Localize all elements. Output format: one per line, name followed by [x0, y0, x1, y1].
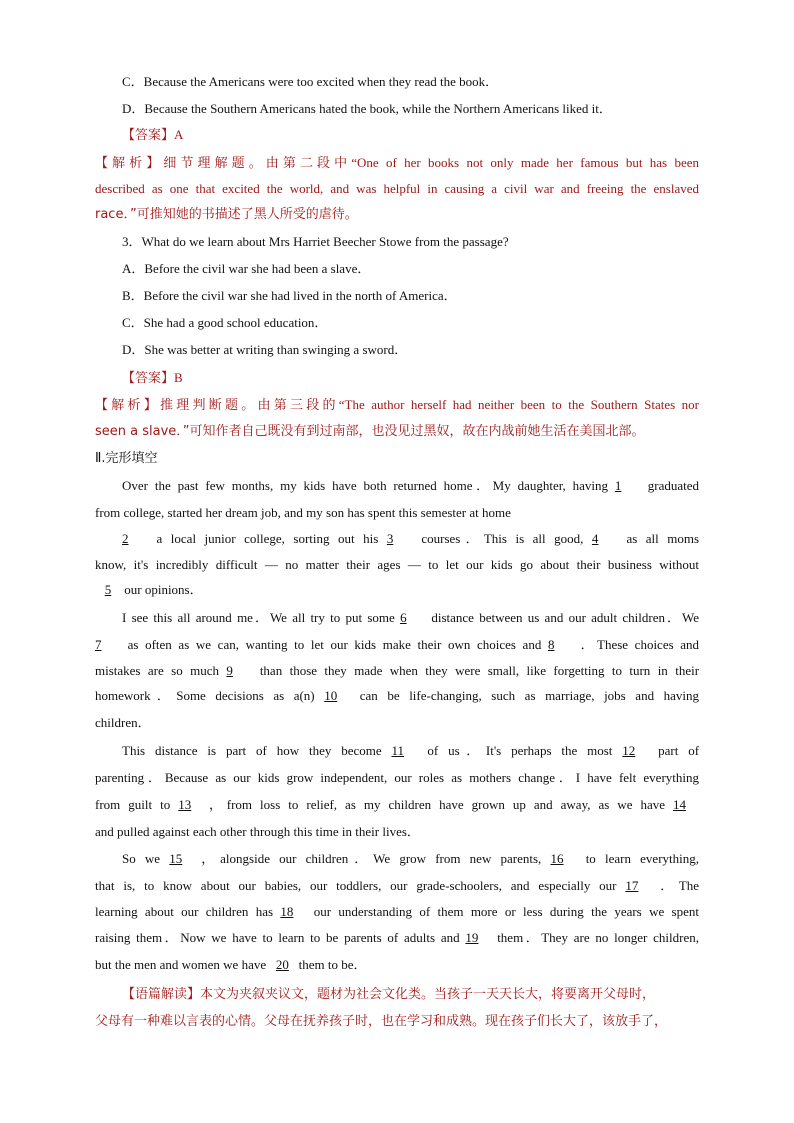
text: graduated — [647, 478, 700, 493]
passage-p4-line-3 — [95, 903, 699, 921]
text: to learn everything, — [585, 851, 699, 866]
passage-p4-line-2 — [95, 877, 699, 895]
reading-tag: 【语篇解读】 — [122, 987, 201, 1002]
text: them to be． — [298, 957, 367, 972]
blank-11: 11 — [391, 743, 405, 758]
text: homework．Some decisions as a(n) — [95, 688, 315, 703]
passage-p1-line-5 — [95, 581, 203, 599]
passage-p3-line-3 — [95, 796, 699, 814]
text: ，from loss to relief, as my children have grown up and away, as we have — [204, 797, 666, 812]
text: courses．This is all good, — [421, 531, 584, 546]
blank-5: 5 — [104, 582, 112, 597]
passage-p3-line-1 — [122, 742, 699, 760]
blank-2: 2 — [122, 531, 129, 546]
answer-tag: 【答案】 — [122, 371, 175, 386]
q2-option-c: C．Because the Americans were too excited when they read the book． — [122, 74, 499, 89]
q3-option-d: D．She was better at writing than swinging a sword． — [122, 342, 408, 357]
text: than those they made when they were small, like forgetting to turn in their — [259, 663, 700, 678]
passage-p4-line-4 — [95, 929, 699, 947]
text: them．They are no longer children, — [497, 930, 699, 945]
passage-p2-line-5: children． — [95, 715, 151, 730]
blank-15: 15 — [169, 851, 183, 866]
passage-p2-line-1 — [122, 609, 699, 627]
passage-p1-line-1 — [122, 477, 699, 495]
answer-tag: 【答案】 — [122, 128, 175, 143]
blank-10: 10 — [324, 688, 338, 703]
text: distance between us and our adult children．We — [431, 610, 700, 625]
text: but the men and women we have — [95, 957, 267, 972]
text: I see this all around me．We all try to put some — [122, 610, 395, 625]
text: ．The — [660, 878, 700, 893]
q2-option-d: D．Because the Southern Americans hated the book, while the Northern Americans liked it． — [122, 101, 612, 116]
text: as often as we can, wanting to let our kids make their own choices and — [127, 637, 542, 652]
text: our understanding of them more or less during the years we spent — [313, 904, 699, 919]
text: can be life-changing, such as marriage, jobs and having — [359, 688, 700, 703]
passage-p2-line-2 — [95, 636, 699, 654]
blank-20: 20 — [275, 957, 289, 972]
blank-7: 7 — [95, 637, 102, 652]
section-title: Ⅱ.完形填空 — [95, 451, 158, 466]
text: our opinions． — [124, 582, 203, 597]
text: raising them．Now we have to learn to be parents of adults and — [95, 930, 460, 945]
passage-p3-line-4: and pulled against each other through this time in their lives． — [95, 824, 420, 839]
text: ．These choices and — [580, 637, 700, 652]
text: that is, to know about our babies, our toddlers, our grade-schoolers, and especially our — [95, 878, 617, 893]
reading-text: 本文为夹叙夹议文，题材为社会文化类。当孩子一天天长大，将要离开父母时， — [200, 987, 656, 1002]
q3-stem: 3．What do we learn about Mrs Harriet Beecher Stowe from the passage? — [122, 234, 509, 249]
reading-analysis-line-2: 父母有一种难以言表的心情。父母在抚养孩子时，也在学习和成熟。现在孩子们长大了，该放手了， — [95, 1014, 668, 1029]
q2-answer — [122, 126, 183, 145]
q3-option-b: B．Before the civil war she had lived in the north of America． — [122, 288, 457, 303]
text: as all moms — [626, 531, 700, 546]
passage-p2-line-3 — [95, 662, 699, 680]
analysis-tag: 【解析】 — [95, 156, 164, 171]
analysis-tag: 【解析】 — [95, 398, 160, 413]
text: learning about our children has — [95, 904, 274, 919]
q3-option-c: C．She had a good school education． — [122, 315, 328, 330]
blank-16: 16 — [550, 851, 564, 866]
text: So we — [122, 851, 161, 866]
q3-analysis-line-1 — [95, 396, 699, 415]
text: part of — [658, 743, 700, 758]
blank-18: 18 — [280, 904, 294, 919]
blank-4: 4 — [591, 531, 599, 546]
blank-12: 12 — [622, 743, 636, 758]
passage-p4-line-1 — [122, 850, 699, 868]
passage-p1-line-2: from college, started her dream job, and my son has spent this semester at home — [95, 505, 511, 520]
passage-p2-line-4 — [95, 687, 699, 705]
text: Over the past few months, my kids have both returned home．My daughter, having — [122, 478, 609, 493]
analysis-text: 推理判断题。由第三段的“The author herself had neither been to the Southern States nor — [160, 397, 699, 412]
blank-6: 6 — [400, 610, 407, 625]
text: mistakes are so much — [95, 663, 219, 678]
q3-answer — [122, 369, 183, 388]
blank-3: 3 — [386, 531, 394, 546]
q3-option-a: A．Before the civil war she had been a slave． — [122, 261, 371, 276]
passage-p4-line-5 — [95, 956, 367, 974]
text: ，alongside our children．We grow from new parents, — [195, 851, 542, 866]
text: from guilt to — [95, 797, 171, 812]
blank-9: 9 — [226, 663, 233, 678]
blank-8: 8 — [547, 637, 555, 652]
text: This distance is part of how they become — [122, 743, 382, 758]
passage-p1-line-4: know, it's incredibly difficult — no matter their ages — to let our kids go about their business without — [95, 557, 699, 572]
q2-analysis-line-1 — [95, 154, 699, 173]
blank-1: 1 — [614, 478, 622, 493]
blank-19: 19 — [465, 930, 479, 945]
blank-13: 13 — [178, 797, 192, 812]
analysis-text: 细节理解题。由第二段中“One of her books not only made her famous but has been — [163, 155, 699, 170]
text: a local junior college, — [156, 531, 285, 546]
blank-17: 17 — [625, 878, 639, 893]
answer-value: A — [174, 127, 184, 142]
q2-analysis-line-3: race．”可推知她的书描述了黑人所受的虐待。 — [95, 207, 358, 222]
blank-14: 14 — [673, 797, 687, 812]
reading-analysis-line-1 — [122, 986, 655, 1004]
answer-value: B — [174, 370, 183, 385]
passage-p3-line-2: parenting．Because as our kids grow independent, our roles as mothers change．I have felt everything — [95, 770, 699, 785]
text: sorting out his — [293, 531, 379, 546]
text: of us．It's perhaps the most — [427, 743, 613, 758]
q2-analysis-line-2: described as one that excited the world, and was helpful in causing a civil war and freeing the enslaved — [95, 181, 699, 196]
q3-analysis-line-2: seen a slave．”可知作者自己既没有到过南部，也没见过黑奴，故在内战前她生活在美国北部。 — [95, 424, 645, 439]
passage-p1-line-3 — [122, 530, 699, 548]
